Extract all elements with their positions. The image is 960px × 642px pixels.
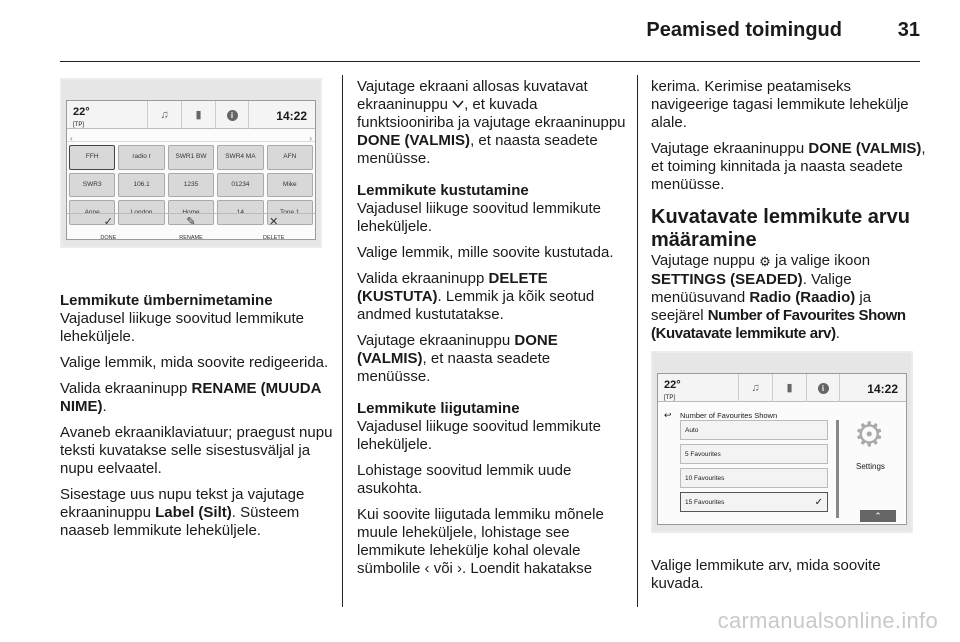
watermark: carmanualsonline.info [717, 608, 938, 633]
tp-indicator: [TP] [664, 395, 676, 401]
favourite-button: Anne [69, 200, 115, 225]
favourite-button: 106.1 [118, 173, 164, 198]
check-icon: ✓ [814, 497, 823, 508]
favourite-button: 14 [217, 200, 263, 225]
paragraph: Sisestage uus nupu tekst ja vajutage ekraaninuppu Label (Silt). Süsteem naaseb lemmikute leheküljele. [60, 486, 305, 539]
settings-gear-icon: ⚙ [854, 416, 885, 454]
column-2 [357, 78, 627, 586]
favourite-button: FFH [69, 145, 115, 170]
clock: 14:22 [276, 109, 307, 123]
music-icon: ♫ [147, 101, 181, 129]
list-option-selected: 15 Favourites ✓ [680, 492, 828, 512]
status-bar [67, 101, 315, 129]
favourites-screen-illustration [60, 78, 322, 248]
music-icon: ♫ [738, 374, 772, 402]
info-icon: i [806, 374, 840, 402]
favourite-button: SWR4 MA [217, 145, 263, 170]
favourites-nav-row [67, 130, 315, 142]
temperature: 22° [73, 106, 90, 118]
chevron-right-icon: › [457, 560, 463, 577]
section-title: Peamised toimingud [646, 19, 842, 41]
tp-indicator: [TP] [73, 122, 85, 128]
paragraph: Avaneb ekraaniklaviatuur; praegust nupu teksti kuvatakse selle sisestusväljal ja nupu eelvaatel. [60, 424, 333, 477]
favourite-button: London [118, 200, 164, 225]
list-option: 5 Favourites [680, 444, 828, 464]
chevron-down-icon [452, 97, 464, 109]
column-3 [651, 78, 926, 601]
paragraph: Kui soovite liigutada lemmiku mõnele muule leheküljele, lohistage see lemmikute lehekülje kohal olevale sümbolile ‹ või ›. Loendit hakatakse [357, 506, 604, 577]
favourite-button: Home [168, 200, 214, 225]
back-icon: ↩ [664, 410, 672, 420]
info-icon: i [215, 101, 249, 129]
list-option: Auto [680, 420, 828, 440]
check-icon: ✓ [103, 216, 113, 228]
scrollbar [836, 420, 839, 518]
status-bar [658, 374, 906, 402]
favourite-button: SWR3 [69, 173, 115, 198]
paragraph: Vajadusel liikuge soovitud lemmikute leheküljele. [60, 310, 305, 345]
heading-count: Kuvatavate lemmikute arvu määramine [651, 206, 911, 251]
list-title: Number of Favourites Shown [680, 411, 778, 420]
temperature: 22° [664, 379, 681, 391]
paragraph: Vajutage ekraaninuppu DONE (VALMIS), et naasta seadete menüüsse. [357, 332, 558, 385]
clock: 14:22 [867, 382, 898, 396]
favourites-count-screen-illustration [651, 351, 913, 533]
paragraph: Lohistage soovitud lemmik uude asukohta. [357, 462, 572, 497]
paragraph: Vajutage ekraaninuppu DONE (VALMIS), et toiming kinnitada ja naasta seadete menüüsse. [651, 140, 926, 193]
column-divider [637, 75, 638, 607]
paragraph: Vajadusel liikuge soovitud lemmikute leheküljele. [357, 418, 602, 453]
done-action: ✓ DONE [67, 214, 150, 239]
favourite-button: radio r [118, 145, 164, 170]
paragraph: Valige lemmik, mille soovite kustutada. [357, 244, 614, 261]
phone-icon: ▮ [772, 374, 806, 402]
paragraph: Vajutage nuppu ⚙ ja valige ikoon SETTINGS (SEADED). Valige menüüsuvand Radio (Raadio) ja seejärel Number of Favourites Shown (Kuvatavate lemmikute arv). [651, 252, 906, 342]
favourite-button: AFN [267, 145, 313, 170]
favourite-button: 1235 [168, 173, 214, 198]
page-header [60, 0, 920, 62]
action-bar [67, 213, 315, 239]
list-option: 10 Favourites [680, 468, 828, 488]
phone-icon: ▮ [181, 101, 215, 129]
favourite-button: 01234 [217, 173, 263, 198]
rename-action: ✎ RENAME [150, 214, 233, 239]
column-1 [60, 78, 335, 548]
page-number: 31 [897, 19, 920, 41]
heading-rename: Lemmikute ümbernimetamine [60, 292, 273, 309]
favourite-button: SWR1 BW [168, 145, 214, 170]
chevron-right-icon: › [309, 134, 312, 143]
paragraph: kerima. Kerimise peatamiseks navigeerige tagasi lemmikute lehekülje alale. [651, 78, 909, 131]
column-divider [342, 75, 343, 607]
cross-icon: ✕ [269, 216, 279, 228]
favourite-button: Mike [267, 173, 313, 198]
paragraph: Vajutage ekraani allosas kuvatavat ekraaninuppu , et kuvada funktsiooniriba ja vajutage ekraaninuppu DONE (VALMIS), et naasta seadete menüüsse. [357, 78, 626, 167]
paragraph: Valige lemmikute arv, mida soovite kuvada. [651, 557, 881, 592]
favourite-button: Tone 1 [267, 200, 313, 225]
paragraph: Vajadusel liikuge soovitud lemmikute leheküljele. [357, 200, 602, 235]
chevron-left-icon: ‹ [424, 560, 430, 577]
pencil-icon: ✎ [186, 216, 196, 228]
heading-move: Lemmikute liigutamine [357, 400, 520, 417]
gear-icon: ⚙ [759, 254, 771, 269]
chevron-left-icon: ‹ [70, 134, 73, 143]
delete-action: ✕ DELETE [232, 214, 315, 239]
heading-delete: Lemmikute kustutamine [357, 182, 529, 199]
paragraph: Valige lemmik, mida soovite redigeerida. [60, 354, 329, 371]
settings-label: Settings [856, 462, 885, 471]
paragraph: Valida ekraaninupp RENAME (MUUDA NIME). [60, 380, 321, 415]
paragraph: Valida ekraaninupp DELETE (KUSTUTA). Lemmik ja kõik seotud andmed kustutatakse. [357, 270, 595, 323]
chevron-up-icon: ⌃ [860, 510, 896, 522]
